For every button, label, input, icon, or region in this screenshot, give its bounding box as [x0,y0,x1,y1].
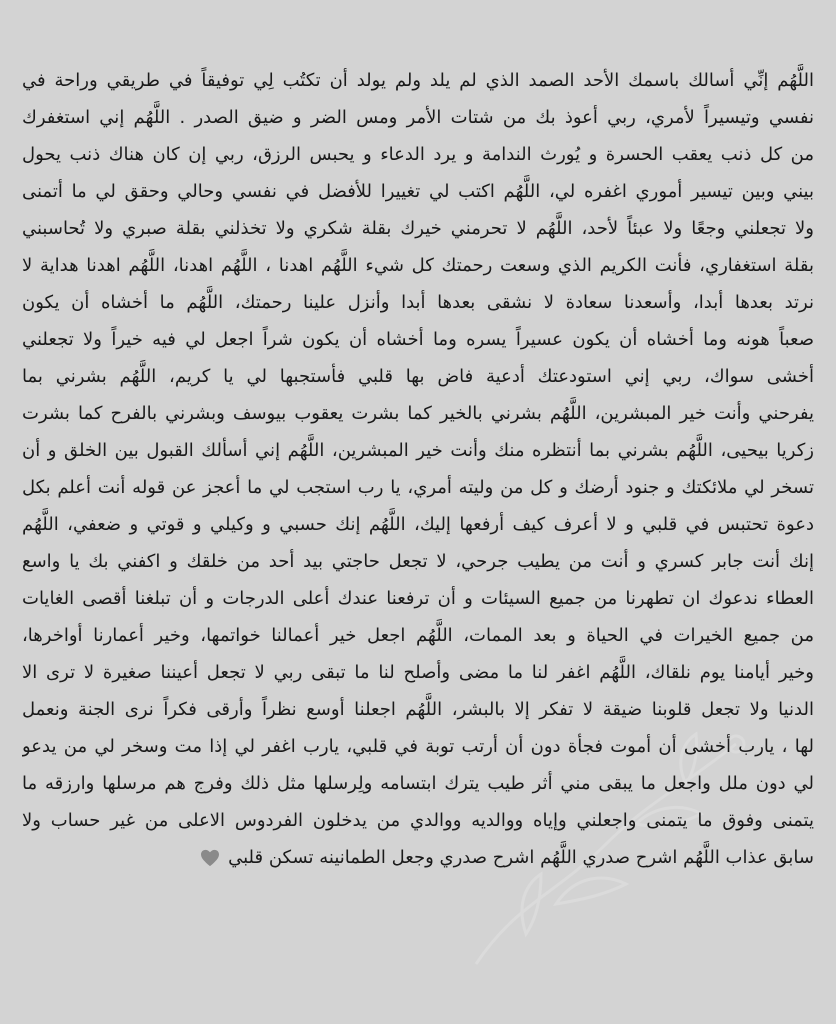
text-line-7: نرتد بعدها أبدا، وأسعدنا سعادة لا نشقى بعدها أبدا وأنزل علينا رحمتك، اللَّهُم ما أخشاه أن يكون [22,292,814,313]
text-line-10: يفرحني وأنت خير المبشرين، اللَّهُم بشرني بالخير كما بشرت يعقوب بيوسف وبشرني بالفرح كما بشرت [22,403,814,424]
text-line-22 [22,839,814,876]
text-line-12: تسخر لي ملائكتك و جنود أرضك و كل من وليته أمري، يا رب استجب لي ما أعجز عن قوله أنت أعلم بكل [22,477,814,498]
text-line-6: بقلة استغفاري، فأنت الكريم الذي وسعت رحمتك كل شيء اللَّهُم اهدنا ، اللَّهُم اهدنا، اللَّهُم اهدنا هداية لا [22,255,814,276]
text-line-3: من كل ذنب يعقب الحسرة و يُورث الندامة و يرد الدعاء و يحبس الرزق، ربي إن كان هناك ذنب يحول [22,144,814,165]
text-line-11: زكريا بيحيى، اللَّهُم بشرني بما أنتظره منك وأنت خير المبشرين، اللَّهُم إني أسألك القبول بين الخلق و أن [22,440,814,461]
prayer-text-block [22,62,814,876]
text-line-14: إنك أنت جابر كسري و أنت من يطيب جرحي، لا تجعل حاجتي بيد أحد من خلقك و اكفني بك يا واسع [22,551,814,572]
text-line-9: أخشى سواك، ربي إني استودعتك أدعية فاض بها قلبي فأستجبها لي يا كريم، اللَّهُم بشرني بما [22,366,814,387]
text-line-8: صعباً هونه وما أخشاه أن يكون عسيراً يسره وما أخشاه أن يكون شراً اجعل لي فيه خيراً ولا تجعلني [22,329,814,350]
text-line-18: الدنيا ولا تجعل قلوبنا ضيقة لا تفكر إلا بالبشر، اللَّهُم اجعلنا أوسع نظراً وأرقى فكراً نرى الجنة ونعمل [22,699,814,720]
text-line-16: من جميع الخيرات في الحياة و بعد الممات، اللَّهُم اجعل خير أعمالنا خواتمها، وخير أعمارنا أواخرها، [22,625,814,646]
text-line-21: يتمنى وفوق ما يتمنى واجعلني وإياه ووالديه ووالدي من يدخلون الفردوس الاعلى من غير حساب ولا [22,810,814,831]
text-line-5: ولا تجعلني وجعًا ولا عبئاً لأحد، اللَّهُم لا تحرمني خيرك بقلة شكري ولا تخذلني بقلة صبري ولا تُحاسبني [22,218,814,239]
text-line-1: اللَّهُم إنِّي أسالك باسمك الأحد الصمد الذي لم يلد ولم يولد أن تكتُب لِي توفيقاً في طريقي وراحة في [22,70,814,91]
text-line-2: نفسي وتيسيراً لأمري، ربي أعوذ بك من شتات الأمر ومس الضر و ضيق الصدر . اللَّهُم إني استغفرك [22,107,814,128]
text-line-17: وخير أيامنا يوم نلقاك، اللَّهُم اغفر لنا ما مضى وأصلح لنا ما تبقى ربي لا تجعل أعيننا صغيرة لا ترى الا [22,662,814,683]
text-line-22-text: سابق عذاب اللَّهُم اشرح صدري اللَّهُم اشرح صدري وجعل الطمانينه تسكن قلبي [228,847,814,868]
text-line-19: لها ، يارب أخشى أن أموت فجأة دون أن أرتب توبة في قلبي، يارب اغفر لي إذا مت وسخر لي من يدعو [22,736,814,757]
text-line-13: دعوة تحتبس في قلبي و لا أعرف كيف أرفعها إليك، اللَّهُم إنك حسبي و وكيلي و قوتي و ضعفي، اللَّهُم [22,514,814,535]
text-line-15: العطاء ندعوك ان تطهرنا من جميع السيئات و أن ترفعنا عندك أعلى الدرجات و أن تبلغنا أقصى الغايات [22,588,814,609]
text-line-4: بيني وبين تيسير أموري اغفره لي، اللَّهُم اكتب لي تغييرا للأفضل في نفسي وحالي وحقق لي ما أتمنى [22,181,814,202]
text-line-20: لي دون ملل واجعل ما يبقى مني أثر طيب يترك ابتسامه ولِرسلها مثل ذلك وفرج هم مرسلها وارزقه ما [22,773,814,794]
grey-heart-icon [200,849,220,867]
